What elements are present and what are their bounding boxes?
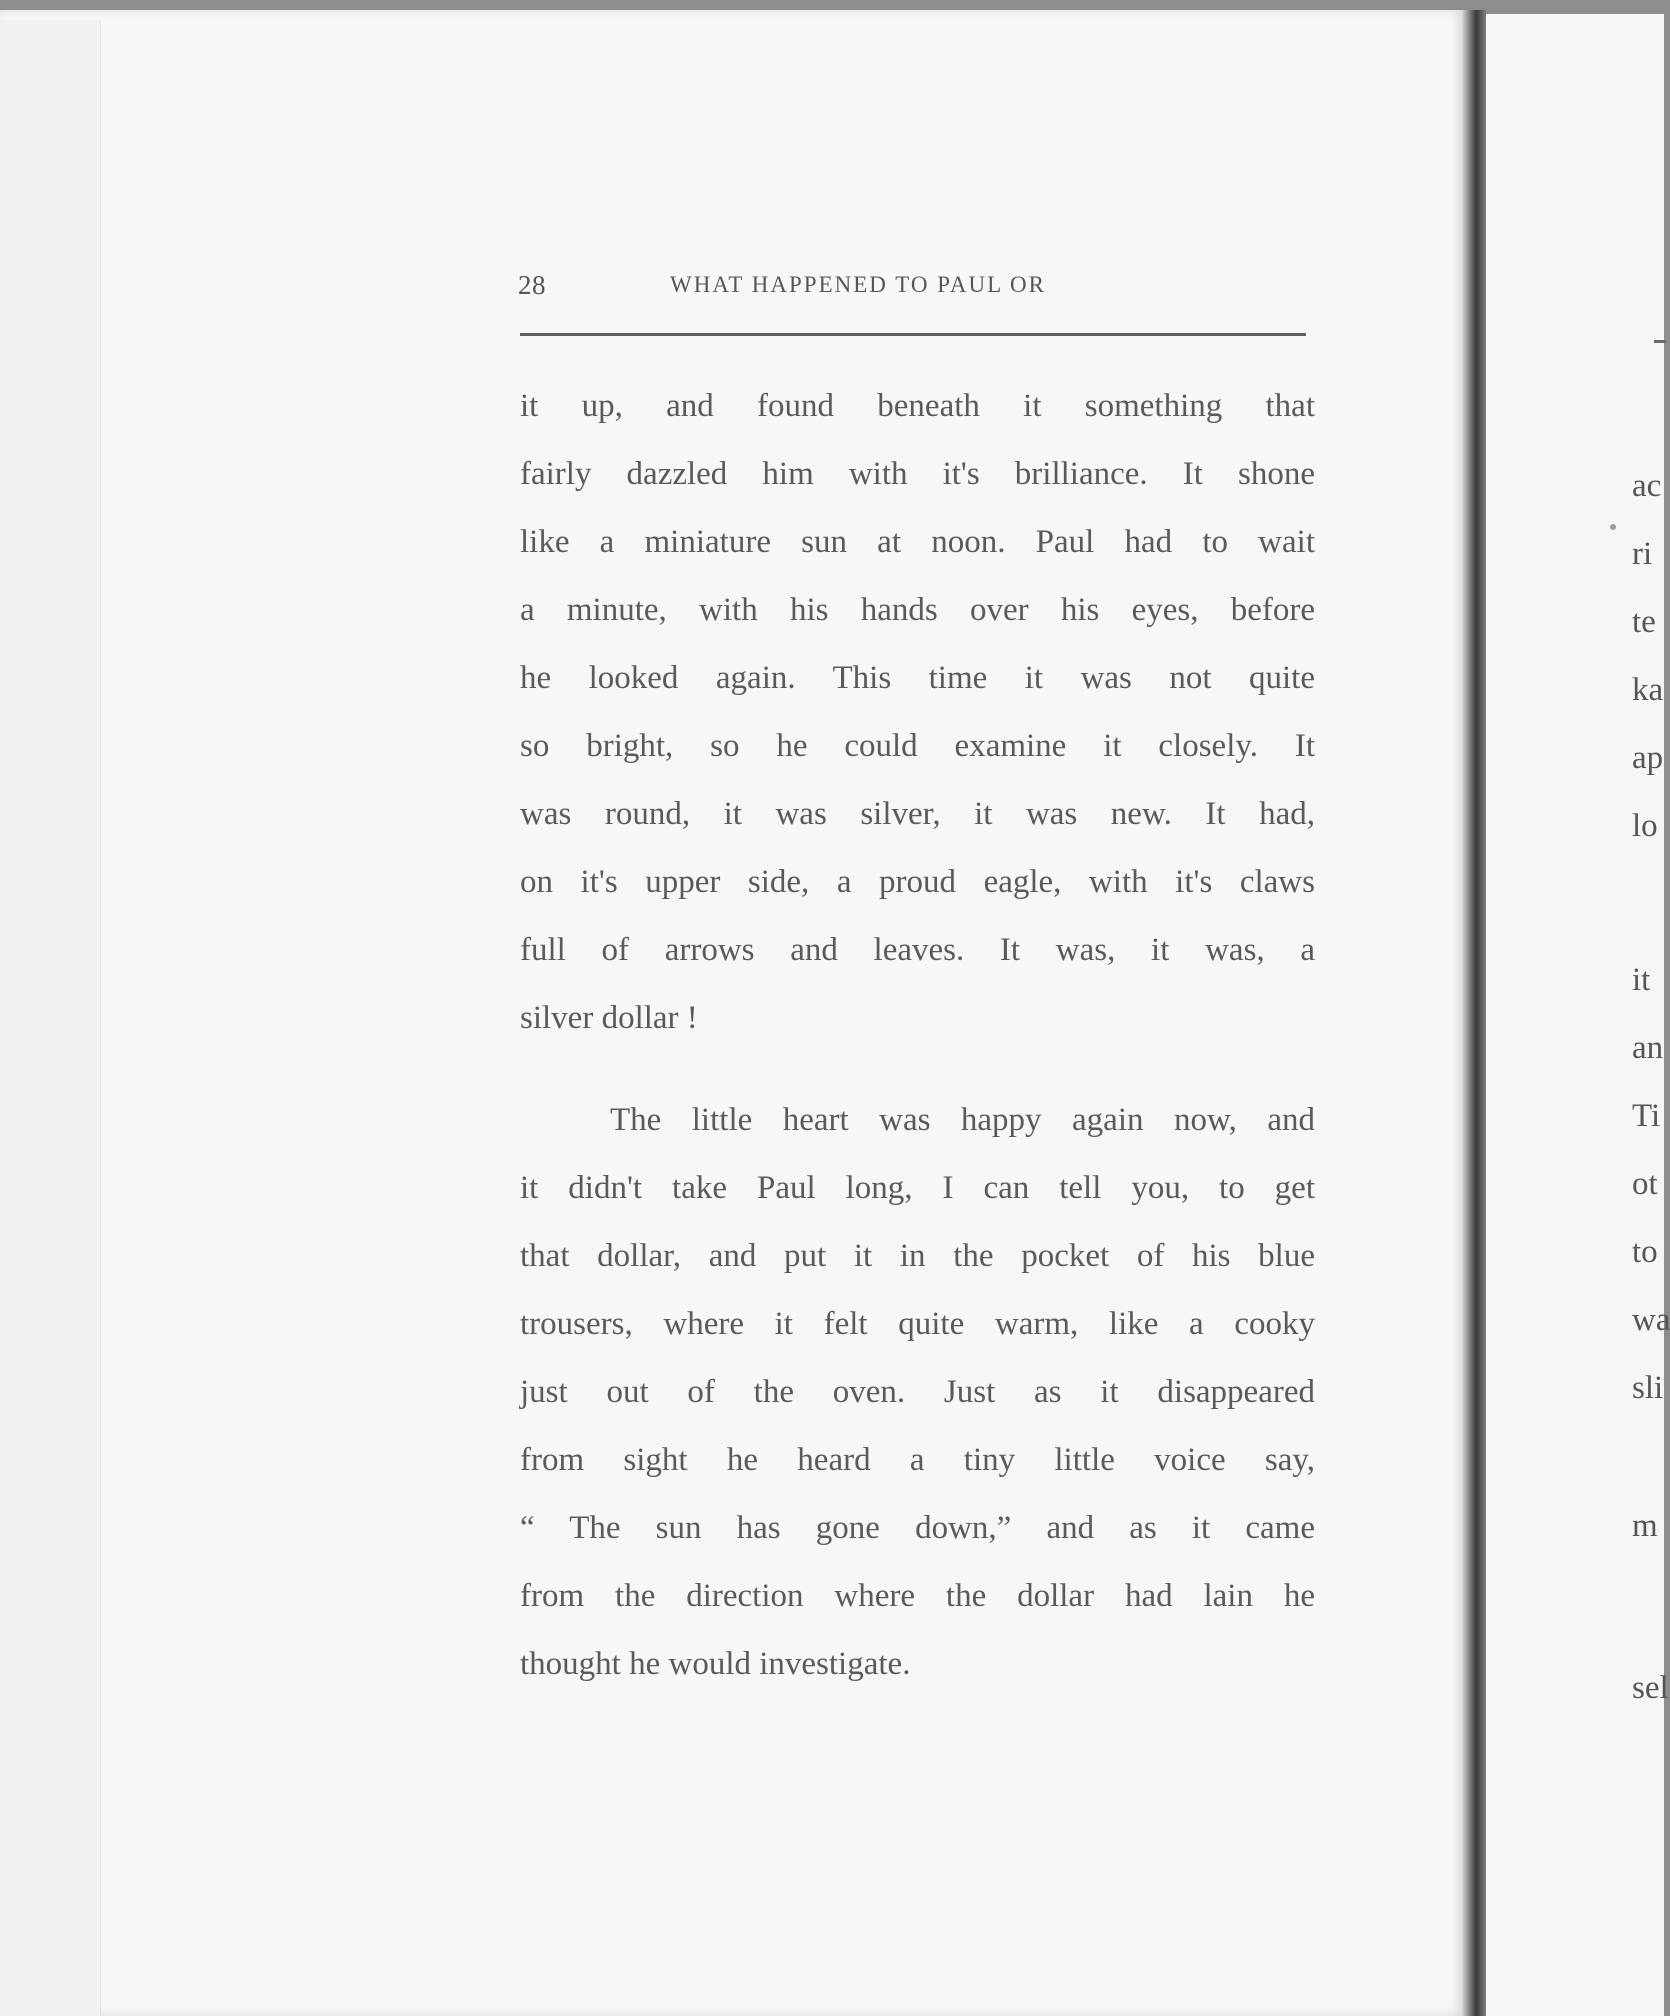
text-line: from sight he heard a tiny little voice say,: [520, 1442, 1315, 1478]
text-fragment: wa: [1632, 1302, 1670, 1338]
text-line: he looked again. This time it was not quite: [520, 660, 1315, 696]
text-line: on it's upper side, a proud eagle, with it's claws: [520, 864, 1315, 900]
text-fragment: te: [1632, 604, 1656, 640]
paragraph-gap: [520, 1066, 1315, 1100]
text-line: full of arrows and leaves. It was, it was, a: [520, 932, 1315, 968]
text-fragment: an: [1632, 1030, 1664, 1066]
text-line: “ The sun has gone down,” and as it came: [520, 1510, 1315, 1546]
text-line: was round, it was silver, it was new. It had,: [520, 796, 1315, 832]
text-line: it up, and found beneath it something that: [520, 388, 1315, 424]
ink-speck: [1610, 524, 1616, 530]
text-fragment: ap: [1632, 740, 1664, 776]
text-fragment: ka: [1632, 672, 1664, 708]
text-fragment: Ti: [1632, 1098, 1661, 1134]
text-line: from the direction where the dollar had lain he: [520, 1578, 1315, 1614]
text-fragment: it: [1632, 962, 1651, 998]
header-rule: [520, 333, 1306, 336]
paragraph-2: [520, 1100, 1315, 1712]
text-fragment: sel: [1632, 1670, 1669, 1706]
page-edge: [0, 20, 101, 2016]
text-fragment: sli: [1632, 1370, 1664, 1406]
running-head: [518, 270, 1318, 310]
text-line: The little heart was happy again now, and: [610, 1102, 1315, 1138]
text-line: thought he would investigate.: [520, 1646, 911, 1682]
book-gutter: [1462, 10, 1486, 2016]
running-head-title: WHAT HAPPENED TO PAUL OR: [670, 272, 1047, 297]
text-line: like a miniature sun at noon. Paul had to wait: [520, 524, 1315, 560]
text-line: it didn't take Paul long, I can tell you, to get: [520, 1170, 1315, 1206]
text-line: fairly dazzled him with it's brilliance. It shone: [520, 456, 1315, 492]
text-line: silver dollar !: [520, 1000, 698, 1036]
text-line: trousers, where it felt quite warm, like a cooky: [520, 1306, 1315, 1342]
text-fragment: ri: [1632, 536, 1653, 572]
text-line: just out of the oven. Just as it disappeared: [520, 1374, 1315, 1410]
text-line: that dollar, and put it in the pocket of his blue: [520, 1238, 1315, 1274]
paragraph-1: [520, 386, 1315, 1066]
body-text: [520, 386, 1315, 1712]
right-header-rule: [1654, 340, 1666, 343]
text-fragment: ot: [1632, 1166, 1658, 1202]
text-line: so bright, so he could examine it closely. It: [520, 728, 1315, 764]
page-number: 28: [518, 270, 546, 300]
right-page-text: [1486, 14, 1670, 2016]
text-fragment: lo: [1632, 808, 1658, 844]
text-fragment: to: [1632, 1234, 1658, 1270]
text-fragment: m: [1632, 1508, 1658, 1544]
text-line: a minute, with his hands over his eyes, before: [520, 592, 1315, 628]
text-fragment: ac: [1632, 468, 1662, 504]
